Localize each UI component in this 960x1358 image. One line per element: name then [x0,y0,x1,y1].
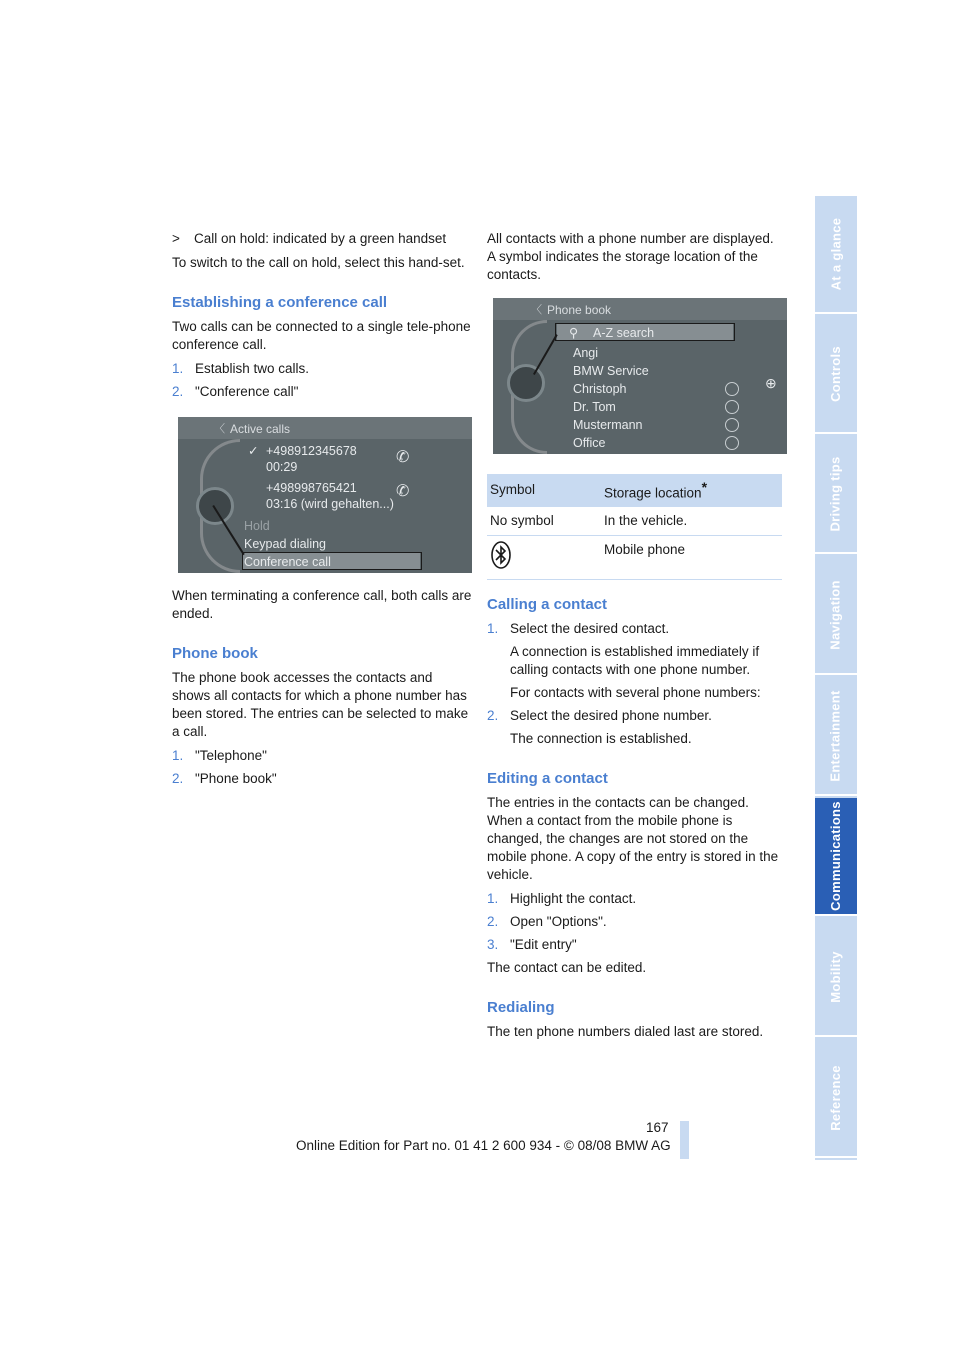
step-text: "Edit entry" [510,936,577,952]
bluetooth-icon [725,382,739,396]
step-text: "Phone book" [195,771,277,786]
edition-footer: Online Edition for Part no. 01 41 2 600 934 - © 08/08 BMW AG [296,1138,671,1153]
call-number-2: +498998765421 [266,481,357,495]
tab-label: Mobility [828,951,844,1003]
column-header-location [601,474,782,507]
contact-bmw-service: BMW Service [573,364,649,378]
switch-paragraph: To switch to the call on hold, select this hand-set. [172,255,465,270]
phonebook-heading: Phone book [172,645,258,662]
calling-note-2: For contacts with several phone numbers: [510,684,761,700]
step-number: 1. [487,890,499,906]
step-text: Select the desired phone number. [510,707,712,723]
hold-bullet [172,230,472,248]
location-header-text: Storage location [604,485,702,501]
step-number: 1. [172,748,184,763]
editing-intro: The entries in the contacts can be changed. When a contact from the mobile phone is changed, the changes are not stored on the mobile phone. A copy of the entry is stored in the vehicle. [487,794,779,882]
bluetooth-icon [725,418,739,432]
step-number: 1. [487,620,499,636]
phonebook-intro: The phone book accesses the contacts and shows all contacts for which a phone number has been stored. The entries can be selected to make a call. [172,670,469,739]
right-column [487,230,782,1047]
redialing-text: The ten phone numbers dialed last are stored. [487,1023,764,1039]
left-column [172,230,472,793]
tab-label: Navigation [828,580,843,650]
contact-mustermann: Mustermann [573,418,643,432]
conference-step [172,360,472,378]
search-icon: ⚲ [569,326,579,340]
footer-accent-bar [680,1121,689,1159]
symbol-table [487,474,782,580]
call-number-1: +498912345678 [266,444,357,458]
cell-symbol: No symbol [487,507,601,536]
contact-dr-tom: Dr. Tom [573,400,616,414]
call-time-2: 03:16 (wird gehalten...) [266,497,394,511]
tab-controls[interactable] [815,316,857,434]
call-time-1: 00:29 [266,460,298,474]
table-row [487,535,782,579]
conference-heading: Establishing a conference call [172,294,388,311]
contacts-intro: All contacts with a phone number are displayed. A symbol indicates the storage location of the contacts. [487,231,774,282]
check-icon: ✓ [248,444,259,458]
step-number: 2. [487,707,499,723]
conference-step [172,383,472,401]
cell-location: In the vehicle. [601,507,782,536]
tab-label: Controls [828,346,843,402]
contact-angi: Angi [573,346,599,360]
callout-box [242,552,422,570]
tab-label: Reference [828,1065,844,1131]
bluetooth-icon [725,400,739,414]
table-row [487,507,782,536]
chapter-tabs [815,196,857,1160]
step-text: Open "Options". [510,913,607,929]
screen-chevron-icon: 〈 [531,304,542,316]
calling-step [487,620,782,638]
tab-reference[interactable] [815,1040,857,1158]
screen-chevron-icon: 〈 [214,423,225,435]
tab-communications[interactable] [815,798,857,916]
bullet-text: Call on hold: indicated by a green handset [194,231,447,246]
redialing-heading: Redialing [487,998,555,1016]
screen-title: Active calls [230,422,291,436]
plus-icon: ⊕ [765,375,777,391]
step-text: "Conference call" [195,384,299,399]
step-number: 2. [172,384,184,399]
step-text: Highlight the contact. [510,890,637,906]
cell-location: Mobile phone [601,535,782,579]
screen-title: Phone book [547,303,612,317]
tab-navigation[interactable] [815,557,857,675]
editing-heading: Editing a contact [487,769,608,787]
contact-office: Office [573,436,606,450]
tab-mobility[interactable] [815,919,857,1037]
editing-step [487,913,782,931]
callout-box [555,323,735,341]
contact-az-search: A-Z search [593,326,655,340]
editing-step [487,890,782,908]
step-number: 2. [172,771,184,786]
table-header-row [487,474,782,507]
step-text: Select the desired contact. [510,620,670,636]
step-number: 3. [487,936,499,952]
page-number: 167 [646,1120,669,1135]
tab-entertainment[interactable] [815,678,857,796]
step-text: "Telephone" [195,748,267,763]
calling-step [487,707,782,725]
menu-conference: Conference call [244,555,331,569]
active-calls-screenshot [178,417,472,573]
calling-note-1: A connection is established immediately if calling contacts with one phone number. [510,643,760,677]
menu-hold: Hold [244,519,270,533]
tab-label: Entertainment [828,690,843,782]
controller-knob-icon [507,364,545,402]
bullet-mark: > [172,231,180,246]
tab-label: Communications [828,801,843,911]
phonebook-step [172,770,472,788]
tab-at-a-glance[interactable] [815,196,857,314]
calling-note-3: The connection is established. [510,730,692,746]
tab-driving-tips[interactable] [815,436,857,554]
tab-label: Driving tips [828,456,844,532]
calling-heading: Calling a contact [487,595,608,613]
conference-intro: Two calls can be connected to a single tele-phone conference call. [172,319,471,352]
column-header-symbol: Symbol [487,474,601,507]
editing-end: The contact can be edited. [487,959,647,975]
step-text: Establish two calls. [195,361,310,376]
bluetooth-icon [490,541,512,569]
conference-end: When terminating a conference call, both calls are ended. [172,588,472,621]
phone-book-screenshot [493,298,787,454]
editing-step [487,936,782,954]
handset-hold-icon: ✆ [396,483,410,500]
tab-label: At a glance [828,217,843,291]
step-number: 1. [172,361,184,376]
step-number: 2. [487,913,499,929]
contact-christoph: Christoph [573,382,627,396]
option-star: * [701,479,708,495]
handset-icon: ✆ [396,449,410,466]
bluetooth-icon [725,436,739,450]
menu-keypad: Keypad dialing [244,537,327,551]
phonebook-step [172,747,472,765]
cell-symbol [487,535,601,579]
